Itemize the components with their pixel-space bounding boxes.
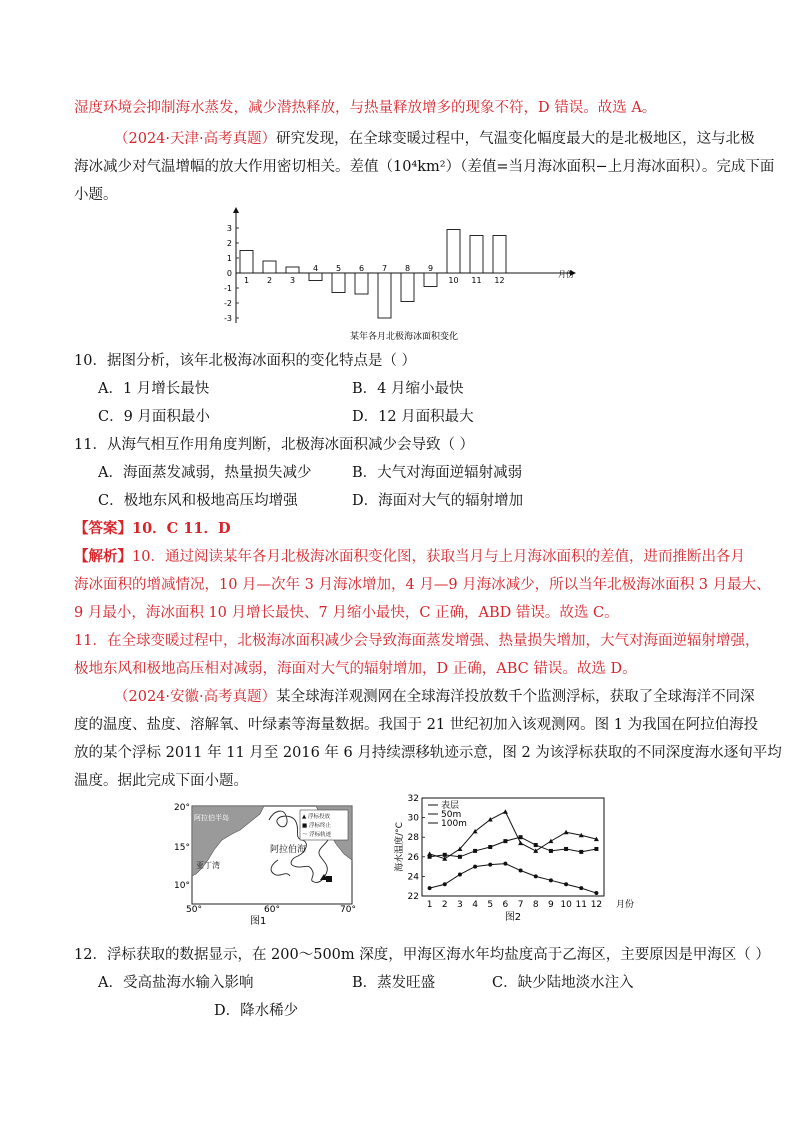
analysis-line-2: 海冰面积的增减情况，10 月—次年 3 月海冰增加，4 月—9 月海冰减少，所以当年北极海冰面积 3 月最大、 [74, 577, 771, 593]
y-tick-label: 0 [226, 269, 232, 278]
lat-label: 15° [174, 843, 190, 853]
map-caption: 图1 [250, 916, 267, 927]
y-tick-label: 30 [407, 813, 419, 824]
sea-ice-bar-chart [214, 205, 594, 347]
q11-option-b[interactable]: B．大气对海面逆辐射减弱 [352, 465, 523, 481]
x-axis-label: 月份 [616, 900, 635, 910]
anhui-line-4: 温度。据此完成下面小题。 [74, 773, 248, 789]
legend-start: ▲ 浮标投放 [302, 814, 330, 820]
point-50m [564, 847, 568, 851]
x-tick-label: 4 [312, 264, 319, 273]
point-50m [488, 845, 492, 849]
chart-caption: 图2 [504, 912, 522, 923]
x-tick-label: 6 [502, 900, 509, 910]
analysis-label: 【解析】 [74, 548, 132, 565]
legend-end: ■ 浮标终止 [302, 823, 331, 829]
q12-option-a[interactable]: A．受高盐海水输入影响 [98, 975, 254, 991]
q11-stem: 11．从海气相互作用角度判断，北极海冰面积减少会导致（ ） [74, 437, 475, 453]
point-50m [594, 847, 598, 851]
point-100m [579, 886, 583, 890]
left-label: 亚丁湾 [196, 861, 220, 870]
q12-stem: 12．浮标获取的数据显示，在 200～500m 深度，甲海区海水年均盐度高于乙海区，主要原因是甲海区（ ） [74, 947, 770, 963]
y-tick-label: -3 [224, 314, 232, 323]
bar-month-11 [470, 236, 483, 274]
y-tick-label: 28 [407, 833, 419, 844]
analysis-line-3: 9 月最小，海冰面积 10 月增长最快、7 月缩小最快，C 正确，ABD 错误。故选 C。 [74, 605, 619, 621]
x-axis-label: 月份 [558, 270, 574, 279]
point-100m [549, 878, 553, 882]
lon-label: 60° [264, 905, 280, 915]
x-tick-label: 2 [266, 276, 273, 285]
anhui-line-2: 度的温度、盐度、溶解氧、叶绿素等海量数据。我国于 21 世纪初加入该观测网。图 1 为我国在阿拉伯海投 [74, 717, 759, 733]
point-100m [594, 891, 598, 895]
x-tick-label: 10 [448, 276, 459, 285]
intro-line-3: 小题。 [74, 187, 118, 203]
bar-month-8 [401, 273, 414, 302]
bar-month-4 [309, 273, 322, 281]
sea-label: 阿拉伯海 [270, 845, 307, 855]
q10-option-d[interactable]: D．12 月面积最大 [352, 409, 474, 425]
y-tick-label: -1 [224, 284, 232, 293]
answer-label: 【答案】 [74, 520, 132, 537]
q11-option-d[interactable]: D．海面对大气的辐射增加 [352, 493, 524, 509]
answer-line: 【答案】10．C 11．D [74, 520, 231, 537]
q11-option-a[interactable]: A．海面蒸发减弱，热量损失减少 [98, 465, 312, 481]
y-tick-label: 22 [407, 892, 419, 902]
q10-stem: 10．据图分析，该年北极海冰面积的变化特点是（ ） [74, 353, 417, 369]
y-tick-label: 3 [226, 224, 232, 233]
lon-label: 50° [186, 905, 202, 915]
point-50m [549, 849, 553, 853]
analysis-line-4: 11．在全球变暖过程中，北极海冰面积减少会导致海面蒸发增强、热量损失增加，大气对海面逆辐射增强， [74, 633, 760, 649]
point-50m [443, 853, 447, 857]
point-50m [428, 855, 432, 859]
y-tick-label: 2 [226, 239, 232, 248]
point-50m [519, 835, 523, 839]
x-tick-label: 2 [441, 900, 448, 910]
point-50m [503, 839, 507, 843]
x-tick-label: 11 [471, 276, 482, 285]
bar-month-3 [286, 267, 299, 273]
water-temperature-line-chart [392, 790, 642, 930]
point-50m [473, 849, 477, 853]
y-tick-label: 24 [407, 872, 419, 883]
legend-label: 表层 [441, 801, 460, 811]
x-tick-label: 8 [532, 900, 539, 910]
q12-option-d[interactable]: D．降水稀少 [214, 1003, 299, 1019]
source-tag: （2024·天津·高考真题） [114, 131, 277, 147]
point-50m [534, 843, 538, 847]
question-intro-tianjin: （2024·天津·高考真题）研究发现，在全球变暖过程中，气温变化幅度最大的是北极地区，这与北极 [114, 131, 755, 147]
y-tick-label: -2 [224, 299, 232, 308]
point-100m [519, 869, 523, 873]
lat-label: 10° [174, 881, 190, 891]
answer-continuation: 湿度环境会抑制海水蒸发，减少潜热释放，与热量释放增多的现象不符，D 错误。故选 A。 [74, 100, 657, 116]
x-tick-label: 7 [517, 900, 524, 910]
y-axis-label: 海水温度/°C [395, 822, 405, 872]
bar-month-10 [447, 230, 460, 274]
point-100m [443, 882, 447, 886]
x-tick-label: 5 [487, 900, 494, 910]
bar-month-9 [424, 273, 437, 287]
point-100m [488, 863, 492, 867]
point-100m [473, 865, 477, 869]
legend-label: 100m [441, 819, 467, 829]
point-100m [428, 886, 432, 890]
point-100m [534, 874, 538, 878]
legend-label: 50m [441, 810, 462, 820]
analysis-line-5: 极地东风和极地高压相对减弱，海面对大气的辐射增加，D 正确，ABC 错误。故选 D。 [74, 661, 637, 677]
y-axis-arrow [233, 207, 239, 213]
x-tick-label: 6 [358, 264, 365, 273]
x-tick-label: 11 [575, 900, 587, 910]
question-intro-anhui: （2024·安徽·高考真题）某全球海洋观测网在全球海洋投放数千个监测浮标，获取了全球海洋不同深 [114, 689, 755, 705]
x-tick-label: 9 [548, 900, 554, 910]
point-50m [579, 850, 583, 854]
anhui-line-3: 放的某个浮标 2011 年 11 月至 2016 年 6 月持续漂移轨迹示意，图 2 为该浮标获取的不同深度海水逐旬平均 [74, 745, 782, 761]
x-tick-label: 8 [404, 264, 411, 273]
bar-month-1 [240, 251, 253, 274]
x-tick-label: 12 [590, 900, 603, 910]
y-tick-label: 26 [407, 852, 419, 863]
source-tag-anhui: （2024·安徽·高考真题） [114, 689, 277, 705]
point-50m [458, 855, 462, 859]
lat-label: 20° [174, 803, 190, 813]
x-tick-label: 1 [426, 900, 433, 910]
intro-line-2: 海冰减少对气温增幅的放大作用密切相关。差值（10⁴km²）（差值=当月海冰面积−上月海冰面积）。完成下面 [74, 159, 775, 175]
bar-month-7 [378, 273, 391, 318]
q12-option-b[interactable]: B．蒸发旺盛 [352, 975, 436, 991]
q12-option-c[interactable]: C．缺少陆地淡水注入 [492, 975, 634, 991]
bar-month-5 [332, 273, 345, 293]
x-tick-label: 4 [472, 900, 478, 910]
legend-track: 〜 浮标轨迹 [302, 832, 332, 838]
x-tick-label: 7 [381, 264, 388, 273]
x-tick-label: 3 [457, 900, 463, 910]
x-tick-label: 12 [494, 276, 505, 285]
point-100m [564, 882, 568, 886]
x-tick-label: 10 [560, 900, 572, 910]
chart-title: 某年各月北极海冰面积变化 [349, 332, 459, 342]
y-tick-label: 32 [407, 794, 419, 804]
x-tick-label: 3 [289, 276, 296, 285]
q10-option-b[interactable]: B．4 月缩小最快 [352, 381, 464, 397]
bar-month-12 [493, 236, 506, 274]
q10-option-a[interactable]: A．1 月增长最快 [98, 381, 210, 397]
float-end-icon [326, 876, 332, 882]
point-100m [503, 862, 507, 866]
x-tick-label: 9 [427, 264, 434, 273]
x-tick-label: 1 [243, 276, 250, 285]
y-tick-label: 1 [226, 254, 232, 263]
x-tick-label: 5 [335, 264, 342, 273]
point-100m [458, 872, 462, 876]
q10-option-c[interactable]: C．9 月面积最小 [98, 409, 210, 425]
lon-label: 70° [340, 905, 356, 915]
analysis-line-1: 【解析】10．通过阅读某年各月北极海冰面积变化图，获取当月与上月海冰面积的差值，进而推断出各月 [74, 548, 745, 565]
q11-option-c[interactable]: C．极地东风和极地高压均增强 [98, 493, 298, 509]
bar-month-2 [263, 261, 276, 273]
bar-month-6 [355, 273, 368, 294]
region-label: 阿拉伯半岛 [194, 814, 229, 822]
